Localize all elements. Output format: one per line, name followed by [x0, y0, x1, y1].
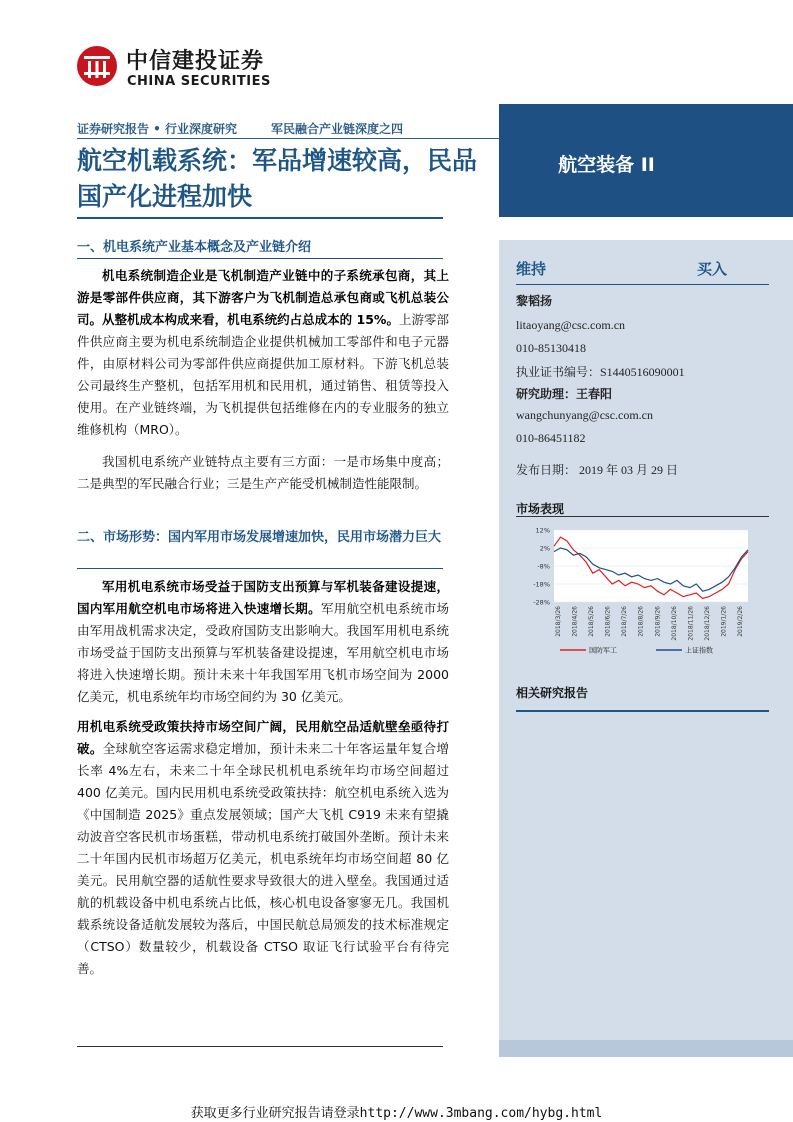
- sidebar-footer-band: [499, 1040, 793, 1057]
- chart-x-tick-label: 2018/9/26: [654, 606, 662, 637]
- market-performance-chart: [516, 522, 769, 662]
- paragraph-2-1-lead: 军用机电系统市场受益于国防支出预算与军机装备建设提速，国内军用航空机电市场将进入快速增长期。: [77, 579, 449, 616]
- related-reports-title: 相关研究报告: [516, 686, 589, 700]
- chart-x-tick-label: 2018/7/26: [621, 606, 629, 637]
- chart-y-tick-label: 2%: [539, 544, 550, 553]
- publish-date: 发布日期： 2019 年 03 月 29 日: [516, 463, 679, 477]
- breadcrumb: [77, 120, 403, 137]
- chart-x-tick-label: 2018/12/26: [703, 606, 711, 641]
- rating-divider: [516, 284, 769, 285]
- section-rule-2: [77, 568, 443, 569]
- chart-y-tick-label: -18%: [533, 580, 550, 589]
- paragraph-1-1: [77, 265, 449, 441]
- assistant-phone: 010-86451182: [516, 431, 586, 445]
- sector-label: 航空装备 II: [558, 154, 655, 176]
- paragraph-2-2-body: 全球航空客运需求稳定增加，预计未来二十年客运量年复合增长率 4%左右，未来二十年全球民机机电系统年均市场空间超过 400 亿美元。国内民用机电系统受政策扶持：航空机电系统入选为《中国制造 2025》重点发展领域；国产大飞机 C919 未来有望撬动波音空客民机市场蛋糕，带动机电系统打破国外垄断。预计未来二十年国内民机市场超万亿美元，机电系统年均市场空间超 80 亿美元。民用航空器的适航性要求导致很大的进入壁垒。我国通过适航的机载设备中机电系统占比低，核心机电设备寥寥无几。我国机载系统设备适航发展较为落后，中国民航总局颁发的技术标准规定（CTSO）数量较少，机载设备 CTSO 取证飞行试验平台有待完善。: [77, 741, 449, 976]
- company-logo: [77, 46, 117, 86]
- brand-name-en: CHINA SECURITIES: [127, 74, 271, 89]
- brand-name-cn: 中信建投证券: [126, 49, 265, 74]
- report-title: 航空机载系统：军品增速较高，民品国产化进程加快: [77, 146, 478, 211]
- chart-title-divider: [516, 516, 769, 517]
- rating-value: 买入: [696, 260, 727, 278]
- chart-x-tick-label: 2018/3/26: [555, 606, 562, 637]
- report-series: 军民融合产业链深度之四: [271, 122, 404, 136]
- related-reports-divider: [516, 710, 769, 712]
- chart-x-tick-label: 2019/1/26: [720, 606, 728, 637]
- paragraph-2-2: [77, 716, 449, 980]
- chart-legend-label: 上证指数: [685, 646, 713, 655]
- section-rule-1: [77, 258, 443, 259]
- paragraph-2-1: [77, 576, 449, 708]
- chart-x-tick-label: 2018/5/26: [588, 606, 596, 637]
- analyst-phone: 010-85130418: [516, 341, 586, 355]
- header-divider: [77, 138, 499, 139]
- assistant-email[interactable]: wangchunyang@csc.com.cn: [516, 408, 654, 422]
- paragraph-2-1-body: 军用航空机电系统市场由军用战机需求决定，受政府国防支出影响大。我国军用机电系统市场受益于国防支出预算与军机装备建设提速，军用航空机电市场将进入快速增长期。预计未来十年我国军用飞机市场空间为 2000 亿美元，机电系统年均市场空间约为 30 亿美元。: [77, 601, 449, 704]
- rating-action: 维持: [516, 260, 547, 278]
- chart-x-tick-label: 2018/4/26: [571, 606, 579, 637]
- footer-link-text[interactable]: 获取更多行业研究报告请登录http://www.3mbang.com/hybg.html: [190, 1106, 603, 1121]
- chart-x-tick-label: 2019/2/26: [737, 606, 744, 637]
- section-heading-2: 二、市场形势：国内军用市场发展增速加快，民用市场潜力巨大: [77, 530, 442, 545]
- analyst-name: 黎韬扬: [516, 294, 553, 308]
- chart-title: 市场表现: [516, 502, 565, 516]
- report-type: 证券研究报告 • 行业深度研究: [77, 122, 238, 136]
- chart-y-tick-label: 12%: [535, 526, 550, 535]
- paragraph-1-2: [77, 451, 449, 495]
- section-heading-1: 一、机电系统产业基本概念及产业链介绍: [77, 240, 312, 255]
- body-bottom-divider: [77, 1046, 443, 1047]
- chart-y-tick-label: -28%: [533, 598, 550, 607]
- chart-x-tick-label: 2018/11/26: [687, 606, 695, 641]
- chart-x-tick-label: 2018/6/26: [604, 606, 612, 637]
- chart-y-tick-label: -8%: [537, 562, 550, 571]
- logo-mark-icon: [77, 46, 117, 86]
- paragraph-1-1-body: 上游零部件供应商主要为机电系统制造企业提供机械加工零部件和电子元器件，由原材料公司为零部件供应商提供加工原材料。下游飞机总装公司最终生产整机，包括军用机和民用机，通过销售、租赁等投入使用。在产业链终端，为飞机提供包括维修在内的专业服务的独立维修机构（MRO）。: [77, 312, 449, 437]
- paragraph-1-2-body: 我国机电系统产业链特点主要有三方面：一是市场集中度高；二是典型的军民融合行业；三是生产产能受机械制造性能限制。: [77, 454, 449, 491]
- assistant-name: 研究助理：王春阳: [516, 387, 613, 401]
- paragraph-1-1-lead: 机电系统制造企业是飞机制造产业链中的子系统承包商，其上游是零部件供应商，其下游客户为飞机制造总承包商或飞机总装公司。从整机成本构成来看，机电系统约占总成本的 15%。: [77, 268, 449, 327]
- chart-legend-label: 国防军工: [589, 646, 617, 655]
- analyst-license: 执业证书编号：S1440516090001: [516, 365, 685, 379]
- chart-x-tick-label: 2018/10/26: [670, 606, 678, 641]
- analyst-email[interactable]: litaoyang@csc.com.cn: [516, 318, 626, 332]
- paragraph-2-2-lead: 用机电系统受政策扶持市场空间广阔，民用航空品适航壁垒亟待打破。: [77, 719, 449, 756]
- chart-x-tick-label: 2018/8/26: [637, 606, 645, 637]
- title-underline: [77, 217, 443, 219]
